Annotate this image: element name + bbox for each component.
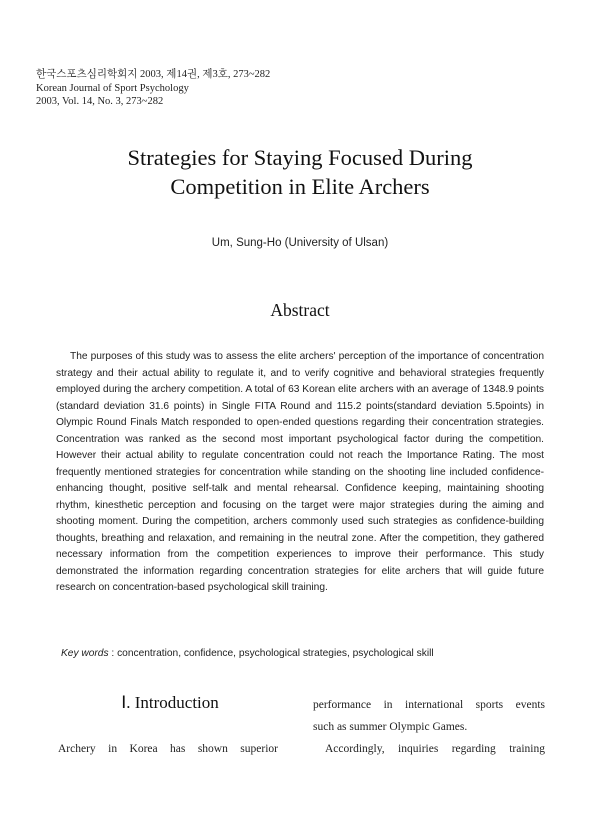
author-line: Um, Sung-Ho (University of Ulsan) — [211, 237, 389, 249]
journal-info-korean: 한국스포츠심리학회지 2003, 제14권, 제3호, 273~282 — [36, 69, 271, 80]
abstract-body: The purposes of this study was to assess the elite archers' perception of the importance of concentration strategy and their actual ability to regulate it, and to verify cognitive and behavioral strategies frequently employed during the archery competition. A total of 63 Korean elite archers with an average of 1348.9 points (standard deviation 31.6 points) in Single FITA Round and 115.2 points(standard deviation 5.5points) in Olympic Round Finals Match responded to open-ended questions regarding their concentration strategies. Concentration was ranked as the second most important psychological factor during the competition. However their actual ability to regulate concentration could not reach the Importance Rating. The most frequently mentioned strategies for concentration while standing on the shooting line included confidence-enhancing thought, positive self-talk and mental rehearsal. Confidence keeping, maintaining shooting rhythm, kinesthetic perception and focusing on the target were major strategies during the aiming and shooting moment. During the competition, archers commonly used such strategies as confidence-building thoughts, breathing and relaxation, and remaining in the neutral zone. After the competition, they gathered necessary information from the competition experiences to improve their performance. This study demonstrated the information regarding concentration strategies for elite archers that will guide future research on concentration-based psychological skill training. — [56, 351, 544, 593]
introduction-right-line-2: such as summer Olympic Games. — [313, 721, 468, 733]
paper-title — [0, 143, 600, 201]
journal-info-english: Korean Journal of Sport Psychology — [36, 82, 189, 94]
paper-title-line-1: Strategies for Staying Focused During — [127, 145, 473, 170]
abstract-heading: Abstract — [270, 300, 330, 320]
introduction-left-line-1: Archery in Korea has shown superior — [58, 743, 278, 755]
introduction-heading: Ⅰ. Introduction — [121, 693, 219, 712]
introduction-right-line-3: Accordingly, inquiries regarding training — [325, 743, 545, 755]
journal-info — [36, 68, 270, 109]
introduction-right-column — [313, 694, 545, 760]
keywords-separator: : — [108, 648, 118, 659]
keywords-label: Key words — [61, 648, 109, 659]
keywords — [61, 648, 434, 659]
introduction-right-line-1: performance in international sports events — [313, 699, 545, 711]
paper-title-line-2: Competition in Elite Archers — [170, 174, 430, 199]
journal-info-volume: 2003, Vol. 14, No. 3, 273~282 — [36, 96, 164, 107]
introduction-left-column — [58, 738, 278, 760]
keywords-text: concentration, confidence, psychological strategies, psychological skill — [117, 648, 434, 659]
